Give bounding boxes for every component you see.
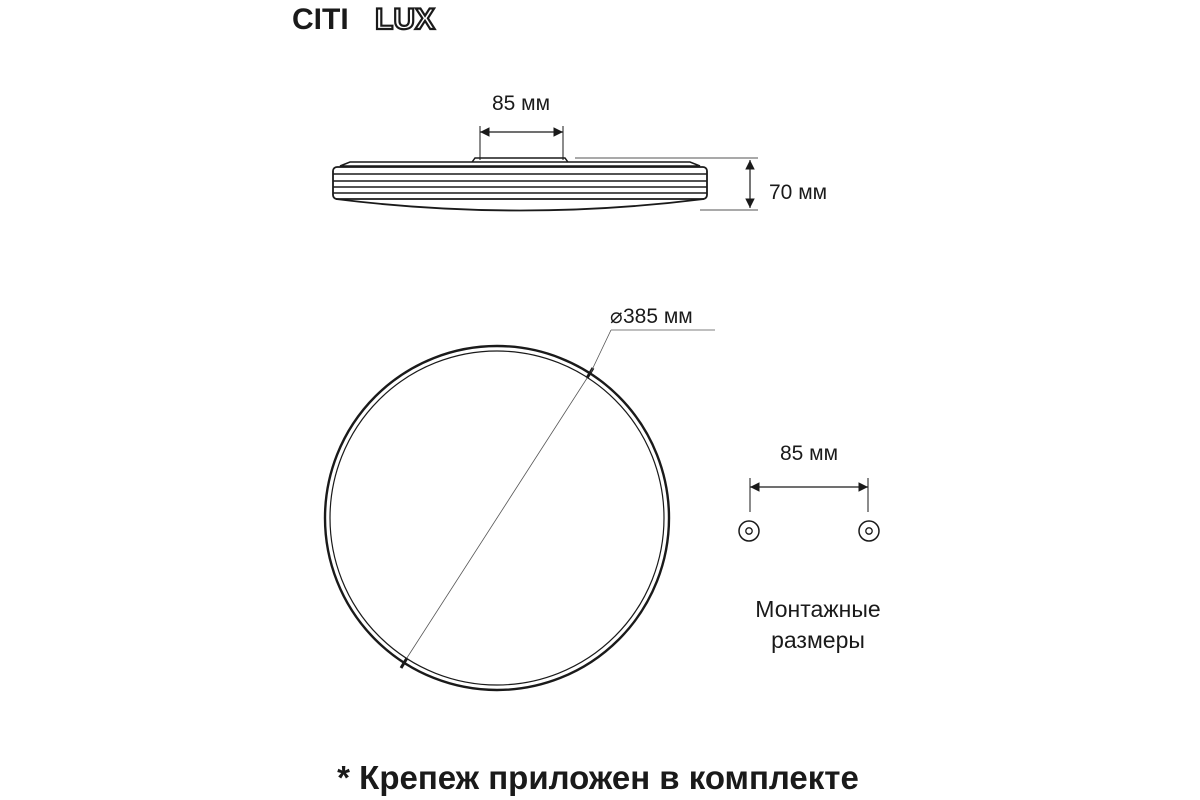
side-view-drawing <box>333 126 758 211</box>
mount-hole-left <box>739 521 759 541</box>
mounting-caption-line2: размеры <box>771 627 865 653</box>
mount-width-label: 85 мм <box>491 92 551 115</box>
height-label: 70 мм <box>769 181 828 204</box>
footnote: * Крепеж приложен в комплекте <box>337 759 859 796</box>
mount-spacing-label: 85 мм <box>779 442 839 465</box>
mounting-caption-line1: Монтажные <box>755 596 881 622</box>
brand-logo <box>292 3 435 36</box>
mount-hole-right <box>859 521 879 541</box>
mounting-drawing <box>739 478 879 541</box>
brand-logo-lux: LUX <box>375 3 435 36</box>
top-view-drawing <box>325 330 715 690</box>
brand-logo-citi: CITI <box>292 3 349 36</box>
diameter-label: 385 мм <box>623 305 693 328</box>
diameter-symbol: ⌀ <box>610 305 623 328</box>
